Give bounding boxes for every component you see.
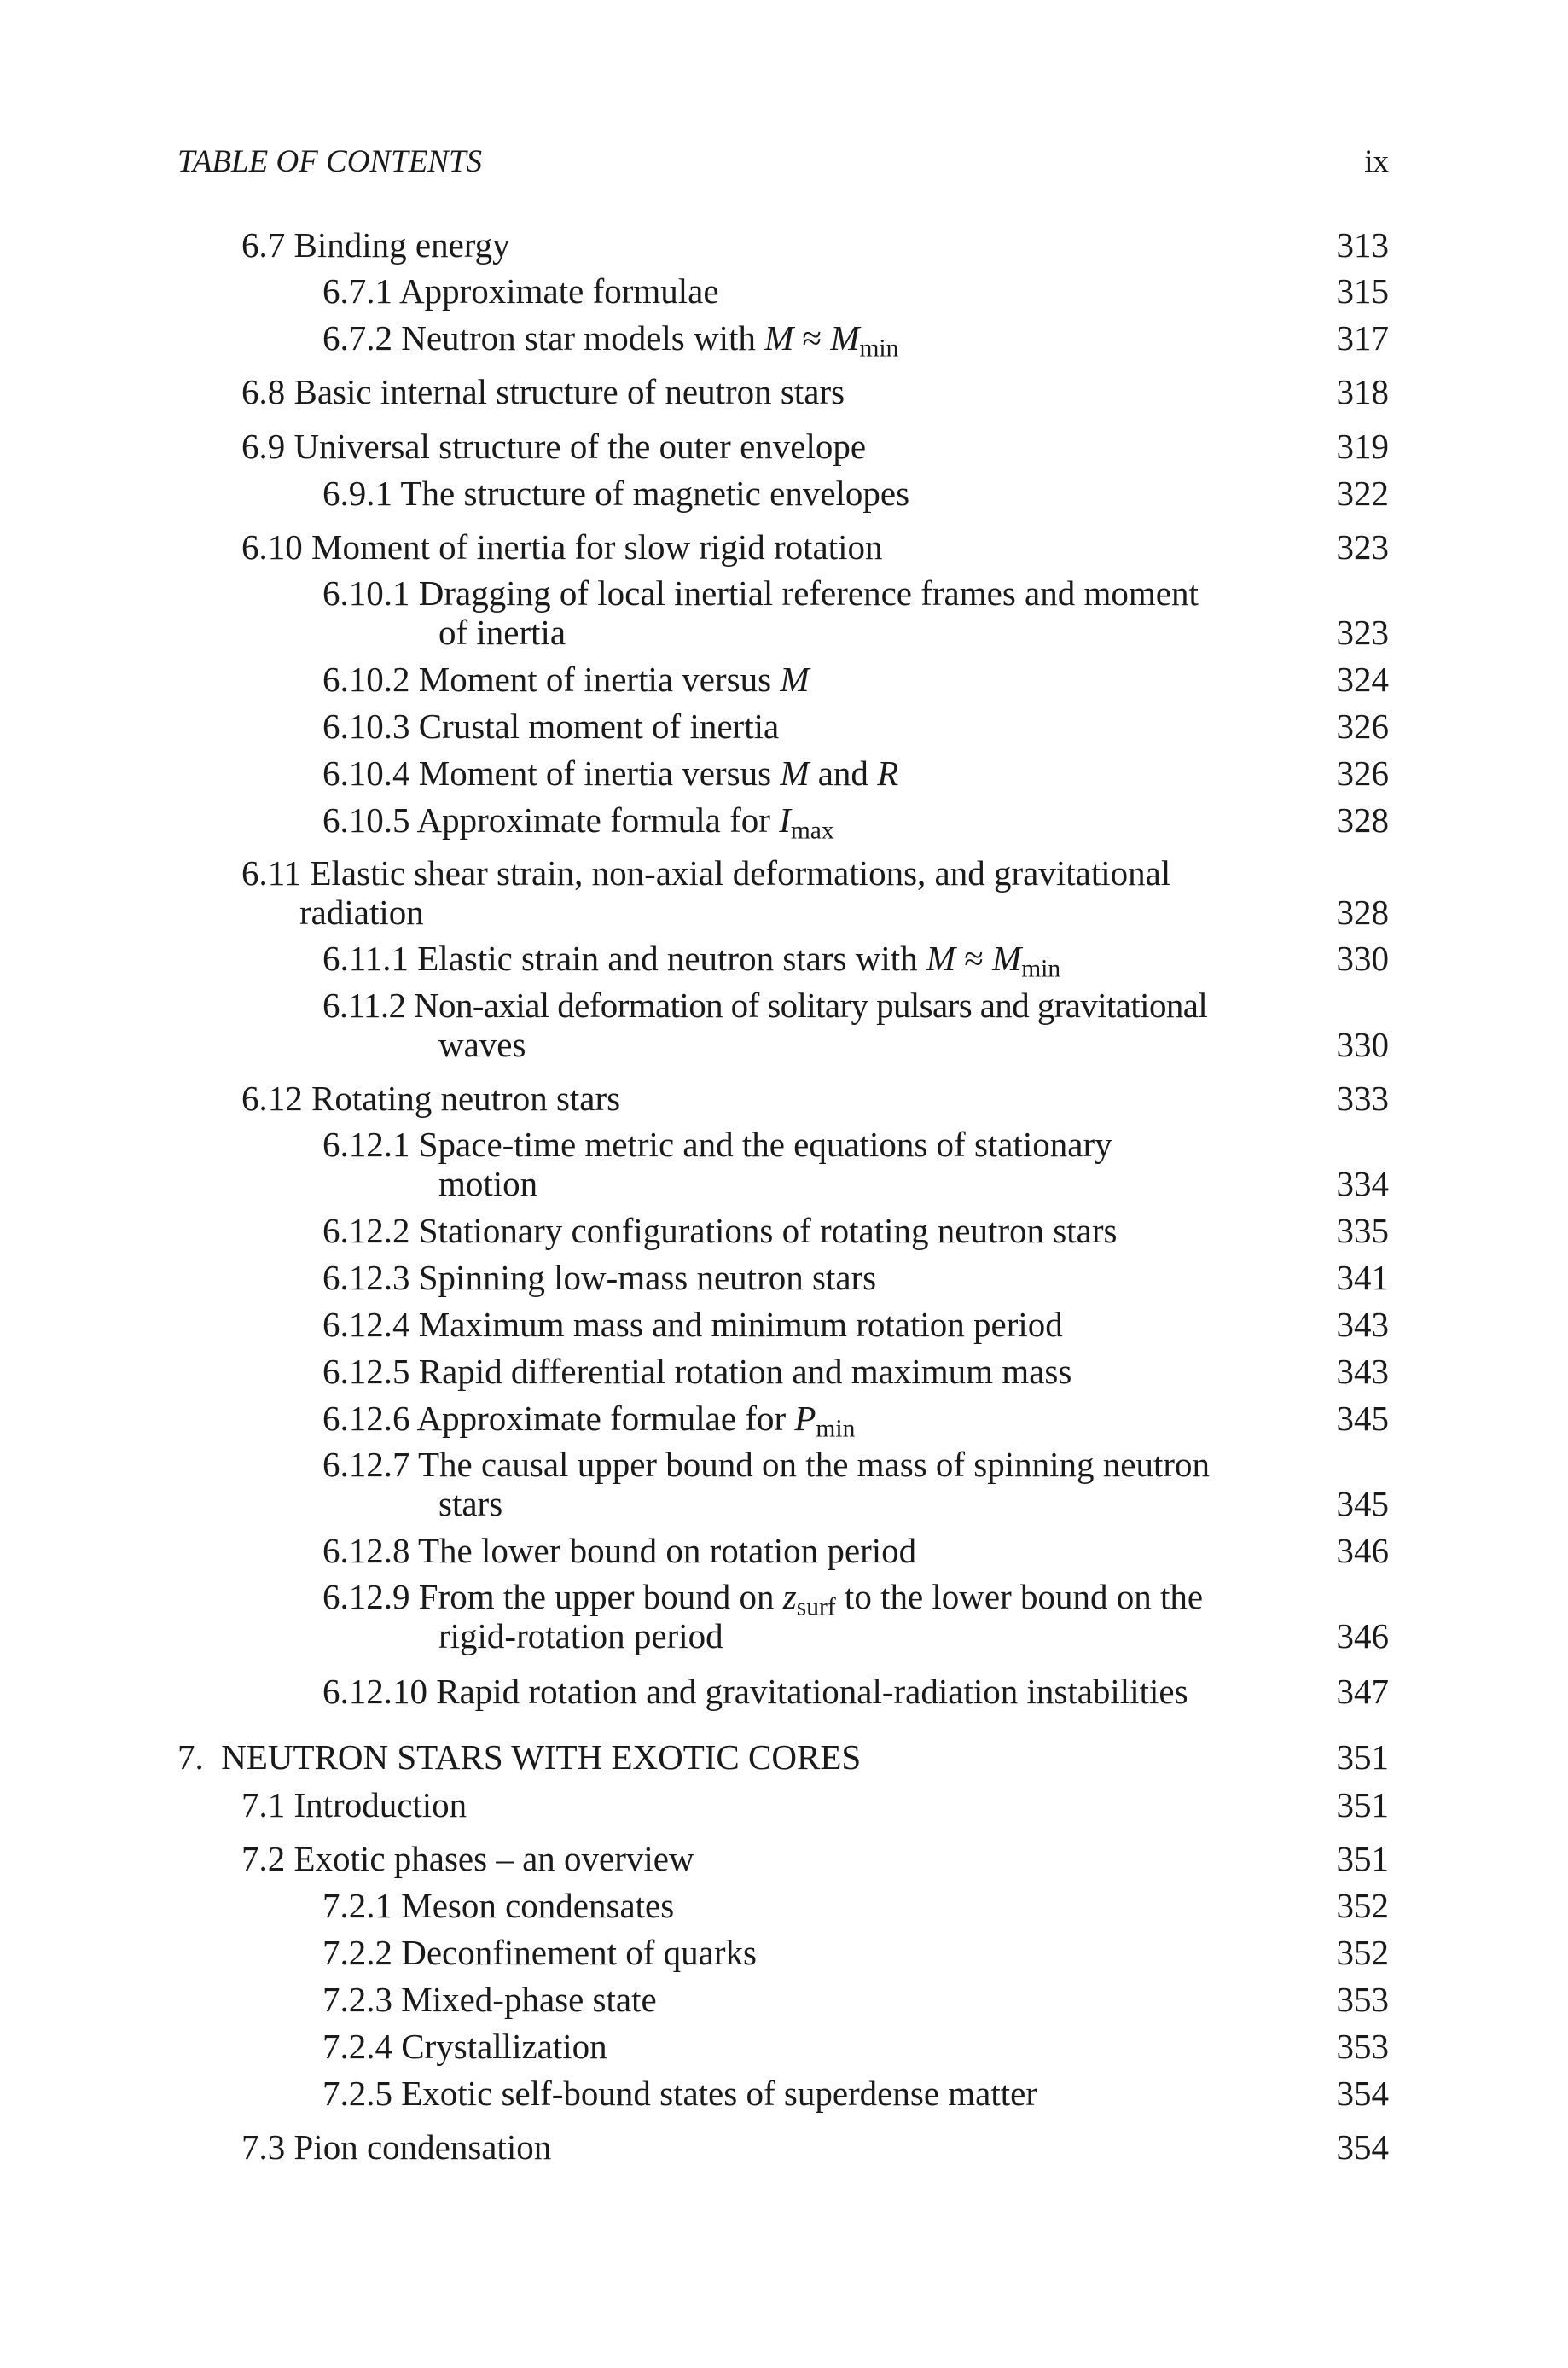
toc-entry-number: 6.12.3	[322, 1258, 410, 1297]
math-variable: P	[794, 1399, 816, 1438]
toc-entry-title: Mixed-phase state	[401, 1980, 657, 2019]
toc-entry-title: Crystallization	[401, 2027, 607, 2066]
toc-entry-title: Pion condensation	[293, 2127, 552, 2167]
toc-entry-page: 353	[1336, 2027, 1389, 2066]
toc-entry-title: Exotic phases – an overview	[293, 1839, 694, 1878]
toc-entry-title: Crustal moment of inertia	[418, 707, 780, 746]
toc-entry-number: 6.12.6	[322, 1399, 410, 1438]
toc-entry-title: Deconfinement of quarks	[401, 1933, 757, 1972]
toc-entry-title: Moment of inertia for slow rigid rotation	[311, 527, 883, 567]
toc-entry-page: 322	[1336, 474, 1389, 513]
toc-entry-text	[322, 573, 1199, 613]
toc-entry-6-12-4[interactable]	[322, 1305, 1389, 1344]
toc-entry-number: 6.12.5	[322, 1352, 410, 1391]
toc-entry-title: Spinning low-mass neutron stars	[418, 1258, 877, 1297]
toc-entry-number: 6.11.2	[322, 986, 406, 1025]
toc-entry-title: Elastic strain and neutron stars with	[417, 939, 918, 978]
toc-entry-6-12-5[interactable]	[322, 1352, 1389, 1391]
toc-entry-title: Moment of inertia versus	[418, 753, 772, 793]
toc-entry-page: 343	[1336, 1352, 1389, 1391]
toc-entry-title: The causal upper bound on the mass of spinning neutron	[418, 1445, 1211, 1484]
toc-entry-page: 318	[1336, 372, 1389, 411]
toc-entry-text	[322, 986, 1207, 1025]
toc-entry-page: 326	[1336, 753, 1389, 793]
toc-entry-page: 323	[1336, 613, 1389, 652]
toc-entry-title-continuation: waves	[438, 1025, 526, 1064]
toc-entry-page: 347	[1336, 1672, 1389, 1711]
toc-entry-text	[322, 1352, 1071, 1391]
toc-entry-title: Approximate formulae for	[416, 1399, 787, 1438]
toc-entry-text	[322, 1672, 1188, 1711]
toc-entry-text	[241, 527, 883, 567]
toc-entry-title: Basic internal structure of neutron stars	[293, 372, 845, 411]
toc-entry-6-12-2[interactable]	[322, 1211, 1389, 1250]
toc-entry-page: 328	[1336, 893, 1389, 932]
toc-entry-title: Meson condensates	[401, 1886, 675, 1925]
toc-entry-text	[322, 1980, 657, 2019]
math-variable: M	[780, 753, 810, 793]
toc-entry-6-12[interactable]	[241, 1079, 1389, 1118]
toc-entry-text	[322, 1258, 876, 1297]
toc-entry-page: 335	[1336, 1211, 1389, 1250]
toc-entry-page: 354	[1336, 2074, 1389, 2113]
toc-entry-title-mid: and	[817, 753, 868, 793]
toc-entry-number: 6.12.7	[322, 1445, 410, 1484]
math-variable: M	[780, 660, 810, 699]
toc-entry-number: 6.10	[241, 527, 303, 567]
toc-entry-6-11-2[interactable]	[322, 986, 1389, 1064]
math-subscript: surf	[796, 1593, 836, 1621]
toc-entry-text	[241, 1839, 694, 1878]
toc-entry-text	[322, 1933, 757, 1972]
math-variable: M	[992, 939, 1022, 978]
math-variable: M	[926, 939, 956, 978]
toc-entry-page: 319	[1336, 427, 1389, 466]
math-subscript: max	[790, 817, 834, 845]
toc-entry-title: Non-axial deformation of solitary pulsars and gravitational	[414, 986, 1208, 1025]
toc-entry-number: 7.	[177, 1737, 204, 1777]
toc-entry-text	[322, 1211, 1117, 1250]
toc-entry-6-12-8[interactable]	[322, 1531, 1389, 1570]
toc-entry-text	[322, 1305, 1063, 1344]
toc-entry-text	[322, 271, 719, 311]
toc-entry-title: Maximum mass and minimum rotation period	[418, 1305, 1063, 1344]
toc-entry-page: 330	[1336, 939, 1389, 978]
toc-entry-title-continuation: of inertia	[438, 613, 566, 652]
math-relation: ≈	[964, 939, 984, 978]
toc-entry-6-10-5[interactable]	[322, 800, 1389, 845]
toc-entry-number: 6.10.5	[322, 800, 410, 840]
toc-entry-number: 6.7	[241, 225, 286, 265]
toc-entry-7-2-2[interactable]	[322, 1933, 1389, 1972]
toc-entry-6-10-2[interactable]	[322, 660, 1389, 699]
toc-entry-title: Dragging of local inertial reference frames and moment	[418, 573, 1199, 613]
toc-entry-number: 6.12.4	[322, 1305, 410, 1344]
toc-entry-page: 345	[1336, 1399, 1389, 1438]
toc-entry-6-12-10[interactable]	[322, 1672, 1389, 1711]
toc-entry-page: 351	[1336, 1737, 1389, 1777]
toc-entry-text	[322, 2074, 1037, 2113]
toc-entry-page: 352	[1336, 1933, 1389, 1972]
math-variable: M	[764, 318, 794, 358]
toc-entry-page: 351	[1336, 1839, 1389, 1878]
math-variable: I	[779, 800, 791, 840]
math-relation: ≈	[802, 318, 822, 358]
toc-entry-number: 6.11	[241, 853, 302, 893]
math-subscript: min	[816, 1415, 856, 1443]
toc-entry-title-continuation: radiation	[299, 893, 424, 932]
toc-entry-title: From the upper bound on	[418, 1577, 775, 1616]
toc-entry-page: 354	[1336, 2127, 1389, 2167]
toc-entry-title: Moment of inertia versus	[418, 660, 772, 699]
toc-entry-page: 353	[1336, 1980, 1389, 2019]
toc-entry-text	[322, 1125, 1112, 1164]
toc-entry-text	[241, 427, 866, 466]
toc-entry-6-7-2[interactable]	[322, 318, 1389, 363]
toc-entry-number: 6.10.3	[322, 707, 410, 746]
toc-entry-text	[322, 939, 1061, 983]
toc-entry-text	[322, 1886, 674, 1925]
toc-entry-number: 7.2.3	[322, 1980, 392, 2019]
toc-entry-title-continuation: stars	[438, 1484, 503, 1523]
toc-entry-6-12-6[interactable]	[322, 1399, 1389, 1443]
toc-entry-number: 6.8	[241, 372, 286, 411]
toc-entry-6-9-1[interactable]	[322, 474, 1389, 513]
toc-entry-6-8[interactable]	[241, 372, 1389, 411]
toc-entry-page: 346	[1336, 1531, 1389, 1570]
toc-entry-6-10-3[interactable]	[322, 707, 1389, 746]
toc-entry-page: 330	[1336, 1025, 1389, 1064]
toc-entry-7-1[interactable]	[241, 1785, 1389, 1824]
math-variable: R	[877, 753, 899, 793]
toc-entry-title: Exotic self-bound states of superdense matter	[401, 2074, 1037, 2113]
toc-entry-number: 6.12	[241, 1079, 303, 1118]
toc-entry-page: 345	[1336, 1484, 1389, 1523]
toc-entry-title-continuation: motion	[438, 1164, 538, 1203]
toc-entry-title: Rapid rotation and gravitational-radiation instabilities	[436, 1672, 1188, 1711]
toc-entry-number: 7.3	[241, 2127, 286, 2167]
toc-entry-page: 341	[1336, 1258, 1389, 1297]
toc-entry-number: 7.2.2	[322, 1933, 392, 1972]
toc-entry-7-2-1[interactable]	[322, 1886, 1389, 1925]
toc-entry-number: 6.7.1	[322, 271, 392, 311]
toc-entry-title: Approximate formula for	[416, 800, 770, 840]
toc-entry-6-12-1[interactable]	[322, 1125, 1389, 1203]
toc-entry-text	[322, 1577, 1204, 1621]
toc-entry-number: 6.10.4	[322, 753, 410, 793]
toc-entry-page: 352	[1336, 1886, 1389, 1925]
toc-entry-page: 317	[1336, 318, 1389, 358]
toc-entry-text	[322, 2027, 607, 2066]
toc-entry-page: 343	[1336, 1305, 1389, 1344]
toc-entry-title: NEUTRON STARS WITH EXOTIC CORES	[221, 1737, 862, 1777]
toc-entry-title: The lower bound on rotation period	[418, 1531, 917, 1570]
toc-entry-title: Stationary configurations of rotating neutron stars	[418, 1211, 1118, 1250]
toc-entry-page: 351	[1336, 1785, 1389, 1824]
toc-entry-text	[241, 225, 510, 265]
toc-entry-title: Neutron star models with	[401, 318, 756, 358]
toc-entry-text	[322, 1531, 916, 1570]
toc-entry-title: Rotating neutron stars	[311, 1079, 621, 1118]
toc-entry-text	[241, 853, 1170, 893]
toc-entry-chapter-7[interactable]	[177, 1737, 1389, 1777]
toc-entry-text	[322, 1399, 856, 1443]
toc-entry-number: 6.12.8	[322, 1531, 410, 1570]
toc-entry-6-10-4[interactable]	[322, 753, 1389, 793]
math-subscript: min	[1021, 955, 1061, 983]
toc-entry-text	[322, 707, 779, 746]
math-subscript: min	[859, 335, 899, 363]
toc-entry-number: 6.9	[241, 427, 286, 466]
toc-entry-page: 324	[1336, 660, 1389, 699]
toc-entry-title: Binding energy	[293, 225, 510, 265]
toc-entry-page: 326	[1336, 707, 1389, 746]
toc-entry-page: 328	[1336, 800, 1389, 840]
toc-entry-number: 6.10.2	[322, 660, 410, 699]
toc-entry-number: 6.12.2	[322, 1211, 410, 1250]
toc-entry-text	[322, 660, 809, 699]
toc-entry-page: 333	[1336, 1079, 1389, 1118]
toc-entry-number: 6.12.10	[322, 1672, 427, 1711]
math-variable: M	[830, 318, 860, 358]
toc-entry-6-10-1[interactable]	[322, 573, 1389, 652]
toc-entry-number: 6.10.1	[322, 573, 410, 613]
toc-entry-number: 7.1	[241, 1785, 286, 1824]
toc-entry-title: Space-time metric and the equations of stationary	[418, 1125, 1112, 1164]
toc-entry-7-2-5[interactable]	[322, 2074, 1389, 2113]
toc-entry-6-7[interactable]	[241, 225, 1389, 265]
header-title: TABLE OF CONTENTS	[177, 144, 483, 179]
toc-entry-6-10[interactable]	[241, 527, 1389, 567]
math-variable: z	[782, 1577, 797, 1616]
toc-entry-title: The structure of magnetic envelopes	[400, 474, 910, 513]
toc-entry-title: Rapid differential rotation and maximum mass	[418, 1352, 1072, 1391]
toc-entry-text	[241, 2127, 551, 2167]
toc-entry-number: 6.9.1	[322, 474, 392, 513]
toc-entry-page: 346	[1336, 1616, 1389, 1655]
toc-entry-text	[177, 1737, 861, 1777]
toc-entry-6-11-1[interactable]	[322, 939, 1389, 983]
toc-entry-6-12-7[interactable]	[322, 1445, 1389, 1523]
toc-entry-7-2-4[interactable]	[322, 2027, 1389, 2066]
toc-entry-title: Universal structure of the outer envelope	[293, 427, 867, 466]
toc-entry-6-12-9[interactable]	[322, 1577, 1389, 1655]
toc-entry-text	[241, 1785, 467, 1824]
toc-entry-7-2[interactable]	[241, 1839, 1389, 1878]
toc-entry-page: 315	[1336, 271, 1389, 311]
toc-entry-number: 7.2	[241, 1839, 286, 1878]
toc-entry-page: 323	[1336, 527, 1389, 567]
toc-entry-number: 6.12.9	[322, 1577, 410, 1616]
toc-entry-page: 334	[1336, 1164, 1389, 1203]
toc-entry-title-mid: to the lower bound on the	[844, 1577, 1204, 1616]
toc-entry-number: 6.7.2	[322, 318, 392, 358]
toc-entry-title: Approximate formulae	[399, 271, 719, 311]
toc-entry-text	[241, 1079, 620, 1118]
toc-entry-text	[322, 318, 899, 363]
toc-entry-6-9[interactable]	[241, 427, 1389, 466]
toc-entry-title-continuation: rigid-rotation period	[438, 1616, 723, 1655]
toc-entry-number: 6.12.1	[322, 1125, 410, 1164]
toc-entry-text	[322, 753, 898, 793]
toc-entry-title: Introduction	[293, 1785, 467, 1824]
toc-entry-title: Elastic shear strain, non-axial deformations, and gravitational	[310, 853, 1171, 893]
toc-entry-number: 7.2.4	[322, 2027, 392, 2066]
toc-entry-6-7-1[interactable]	[322, 271, 1389, 311]
toc-entry-text	[322, 800, 834, 845]
toc-entry-7-2-3[interactable]	[322, 1980, 1389, 2019]
toc-entry-text	[322, 474, 909, 513]
toc-entry-number: 6.11.1	[322, 939, 409, 978]
toc-entry-6-12-3[interactable]	[322, 1258, 1389, 1297]
toc-entry-number: 7.2.5	[322, 2074, 392, 2113]
header-page-number: ix	[1364, 144, 1389, 179]
toc-entry-6-11[interactable]	[241, 853, 1389, 932]
toc-entry-number: 7.2.1	[322, 1886, 392, 1925]
toc-entry-text	[241, 372, 845, 411]
toc-entry-page: 313	[1336, 225, 1389, 265]
toc-entry-7-3[interactable]	[241, 2127, 1389, 2167]
toc-entry-text	[322, 1445, 1210, 1484]
